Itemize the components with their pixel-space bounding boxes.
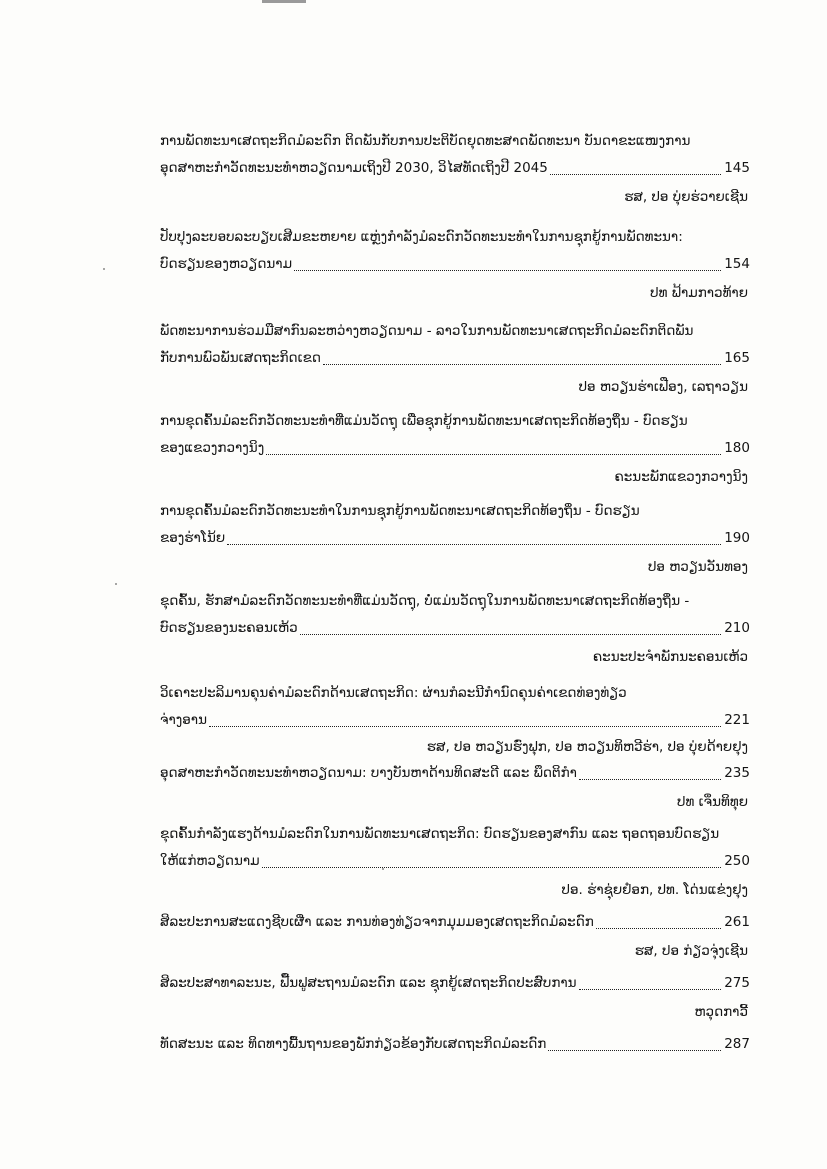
entry-title-line2: ກັບການພົວພັນເສດຖະກິດເຂດ [160,350,321,366]
entry-title-line1: ຂຸດຄົ້ນ, ຮັກສາມໍລະດົກວັດທະນະທຳທີ່ແມ່ນວັດຖຸ, ບໍ່ແມ່ນວັດຖຸໃນການພັດທະນາເສດຖະກິດທ້ອງຖິ່ນ - [160,593,690,609]
table-of-contents [160,128,750,1058]
entry-title-line2: ອຸດສາຫະກຳວັດທະນະທຳຫວຽດນາມເຖິງປີ 2030, ວິໄສທັດເຖິງປີ 2045 [160,160,548,176]
entry-title-line2: ຈ່າງອານ [160,712,207,728]
toc-entry[interactable] [160,498,750,582]
dot-leader [550,173,721,175]
entry-author: ຮສ, ປອ ບຸ່ຍຮ່ວາຍເຊີນ [624,189,748,205]
toc-entry[interactable] [160,1031,750,1058]
dot-leader [323,363,721,365]
entry-author: ປອ ຫວຽນຮ່າເຟືອງ, ເລຖາວຽນ [578,379,748,395]
dot-leader [579,988,722,990]
page-number: 261 [724,914,750,930]
entry-title-line2: ອຸດສາຫະກຳວັດທະນະທຳຫວຽດນາມ: ບາງບັນຫາດ້ານທິດສະດີ ແລະ ພຶດຕິກຳ [160,765,577,781]
entry-author: ຄະນະພັກແຂວງກວາງນິງ [614,469,748,485]
entry-title-line2: ສິລະປະສາທາລະນະ, ຟື້ນຟູສະຖານມໍລະດົກ ແລະ ຊຸກຍູ້ເສດຖະກິດປະສົບການ [160,975,577,991]
toc-entry[interactable] [160,680,750,760]
page-number: 180 [724,440,750,456]
dot-leader [266,453,721,455]
entry-author: ປອ. ຮ່າຊຸ່ຍຢ໋ອກ, ປທ. ໂດ່ນແຂ່ງຢຸງ [561,882,748,898]
dot-leader [209,725,721,727]
page-number: 235 [724,765,750,781]
toc-entry[interactable] [160,408,750,492]
entry-title-line1: ການຂຸດຄົ້ນມໍລະດົກວັດທະນະທຳທີ່ແມ່ນວັດຖຸ ເພື່ອຊຸກຍູ້ການພັດທະນາເສດຖະກິດທ້ອງຖິ່ນ - ບົດຮຽນ [160,413,688,429]
page-number: 210 [724,620,750,636]
entry-title-line2: ໃຫ້ແກ່ຫວຽດນາມ [160,853,260,869]
entry-author: ປທ ເຈິ່ນທິທຸຍ [677,794,748,810]
page-number: 250 [724,853,750,869]
toc-entry[interactable] [160,588,750,672]
entry-title-line1: ຂຸດຄົ້ນກຳລັງແຮງດ້ານມໍລະດົກໃນການພັດທະນາເສດຖະກິດ: ບົດຮຽນຂອງສາກົນ ແລະ ຖອດຖອນບົດຮຽນ [160,826,720,842]
entry-title-line1: ການພັດທະນາເສດຖະກິດມໍລະດົກ ຕິດພັນກັບການປະຕິບັດຍຸດທະສາດພັດທະນາ ບັນດາຂະແໜງການ [160,133,691,149]
page-number: 275 [724,975,750,991]
page-number: 287 [724,1036,750,1052]
entry-author: ຮສ, ປອ ກ່ຽວຈຸ່ງເຊີນ [634,943,748,959]
dot-leader [262,866,722,868]
entry-title-line2: ບົດຮຽນຂອງຫວຽດນາມ [160,256,293,272]
page-number: 165 [724,350,750,366]
entry-title-line1: ການຂຸດຄົ້ນມໍລະດົກວັດທະນະທຳໃນການຊຸກຍູ້ການພັດທະນາເສດຖະກິດທ້ອງຖິ່ນ - ບົດຮຽນ [160,503,640,519]
scan-edge-mark [262,0,306,3]
page-number: 154 [724,256,750,272]
entry-title-line2: ສິລະປະການສະແດງຊີບເຜີ່າ ແລະ ການທ່ອງທ່ຽວຈາກມຸມມອງເສດຖະກິດມໍລະດົກ [160,914,594,930]
toc-entry[interactable] [160,909,750,966]
entry-title-line2: ບົດຮຽນຂອງນະຄອນເຫ້ວ [160,620,298,636]
entry-author: ປທ ຟ້າມກາວທ້າຍ [650,285,748,301]
entry-title-line2: ຂອງຮ່າໂນ້ຍ [160,530,226,546]
entry-title-line1: ວິເຄາະປະລິມານຄຸນຄ່າມໍລະດົກດ້ານເສດຖະກິດ: ຜ່ານກໍລະນີກຳນົດຄຸນຄ່າເຂດທ່ອງທ່ຽວ [160,685,627,701]
entry-author: ຫວຸດກາວີ້ [694,1004,748,1020]
page-number: 221 [724,712,750,728]
toc-entry[interactable] [160,970,750,1027]
entry-title-line1: ພັດທະນາການຮ່ວມມືສາກົນລະຫວ່າງຫວຽດນາມ - ລາວໃນການພັດທະນາເສດຖະກິດມໍລະດົກຕິດພັນ [160,323,694,339]
page-number: 190 [724,530,750,546]
entry-author: ປອ ຫວຽນວັນທອງ [647,559,748,575]
page-number: 145 [724,160,750,176]
entry-title-line2: ທັດສະນະ ແລະ ທິດທາງພື້ນຖານຂອງພັກກ່ຽວຂ້ອງກັບເສດຖະກິດມໍລະດົກ [160,1036,547,1052]
toc-entry[interactable] [160,318,750,402]
dot-leader [579,778,721,780]
dot-leader [596,927,721,929]
entry-title-line1: ປັບປຸງລະບອບລະບຽບເສີມຂະຫຍາຍ ແຫຼ່ງກຳລັງມໍລະດົກວັດທະນະທຳໃນການຊຸກຍູ້ການພັດທະນາ: [160,229,683,245]
scan-speck [103,268,105,270]
entry-author: ຄະນະປະຈຳພັກນະຄອນເຫ້ວ [592,649,748,665]
entry-title-line2: ຂອງແຂວງກວາງນິງ [160,440,265,456]
dot-leader [227,543,721,545]
dot-leader [548,1049,721,1051]
dot-leader [294,269,721,271]
toc-entry[interactable] [160,821,750,905]
toc-entry[interactable] [160,224,750,308]
toc-entry[interactable] [160,760,750,817]
scan-speck [115,583,117,585]
toc-entry[interactable] [160,128,750,212]
entry-author: ຮສ, ປອ ຫວຽນຮົ່ງຟຸກ, ປອ ຫວຽນທິຫວີຮ່າ, ປອ ບຸ່ຍດ້າຍຢຸງ [426,739,748,755]
dot-leader [300,633,722,635]
